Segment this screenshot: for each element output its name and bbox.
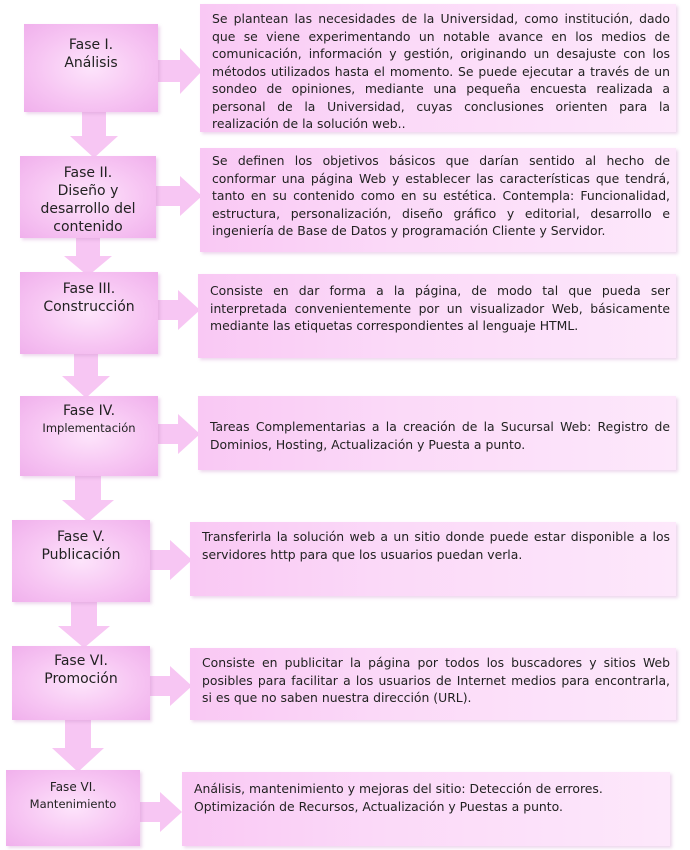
phase-description-implementacion: Tareas Complementarias a la creación de la Sucursal Web: Registro de Dominios, Hosting, Actualización y Puesta a punto. xyxy=(198,396,676,470)
phase-description-diseno: Se definen los objetivos básicos que darían sentido al hecho de conformar una página Web y establecer las características que tendrá, tanto en su contenido como en su estética. Contempla: Funcionalidad, estructura, personalización, diseño gráfico y editorial, desarrollo e ingeniería de Base de Datos y programación Cliente y Servidor. xyxy=(200,148,676,252)
phase-box-mantenimiento xyxy=(6,770,140,846)
down-arrow-6 xyxy=(52,718,104,774)
phase-box-analisis xyxy=(24,24,158,112)
phase-title: Promoción xyxy=(44,671,118,687)
right-arrow-1 xyxy=(156,48,202,94)
phase-box-publicacion xyxy=(12,520,150,602)
phase-title: Publicación xyxy=(41,547,121,563)
phase-label: Fase II. xyxy=(63,165,113,181)
right-arrow-7 xyxy=(134,792,182,832)
phase-label: Fase VI. xyxy=(49,780,97,794)
phase-label: Fase III. xyxy=(62,281,116,297)
phase-title: Mantenimiento xyxy=(29,797,117,811)
phase-title: Análisis xyxy=(64,55,118,71)
phase-label: Fase VI. xyxy=(54,653,108,669)
phase-description-construccion: Consiste en dar forma a la página, de modo tal que pueda ser interpretada convenientemente por un visualizador Web, básicamente mediante las etiquetas correspondientes al lenguaje HTML. xyxy=(198,274,676,358)
phase-description-promocion: Consiste en publicitar la página por todos los buscadores y sitios Web posibles para facilitar a los usuarios de Internet medios para encontrarla, si es que no saben nuestra dirección (URL). xyxy=(190,648,676,720)
down-arrow-4 xyxy=(62,474,114,524)
phase-label: Fase V. xyxy=(57,529,105,545)
phase-box-promocion xyxy=(12,646,150,720)
right-arrow-3 xyxy=(156,290,200,330)
phase-box-construccion xyxy=(20,272,158,354)
phase-description-analisis: Se plantean las necesidades de la Universidad, como institución, dado que se viene experimentando un notable avance en los medios de comunicación, información y gestión, originando un desajuste con los métodos utilizados hasta el momento. Se puede ejecutar a través de un sondeo de opiniones, mediante una pequeña encuesta realizada a personal de la Universidad, cuyas conclusiones orienten para la realización de la solución web.. xyxy=(200,4,676,132)
down-arrow-5 xyxy=(58,600,110,650)
right-arrow-6 xyxy=(146,666,192,706)
right-arrow-2 xyxy=(156,176,202,216)
phase-box-diseno xyxy=(20,156,156,238)
phase-box-implementacion xyxy=(20,396,158,476)
down-arrow-3 xyxy=(62,350,110,400)
right-arrow-4 xyxy=(156,414,200,454)
right-arrow-5 xyxy=(148,540,192,580)
phase-description-publicacion: Transferirla la solución web a un sitio donde puede estar disponible a los servidores http para que los usuarios puedan verla. xyxy=(190,522,676,596)
down-arrow-1 xyxy=(70,110,118,160)
phase-title: Diseño y desarrollo del contenido xyxy=(40,183,136,235)
phase-label: Fase I. xyxy=(68,37,114,53)
phase-description-mantenimiento: Análisis, mantenimiento y mejoras del sitio: Detección de errores. Optimización de Recursos, Actualización y Puestas a punto. xyxy=(182,772,670,846)
phase-label: Fase IV. xyxy=(62,403,116,419)
phase-title: Construcción xyxy=(43,299,135,315)
phase-title: Implementación xyxy=(42,421,136,435)
